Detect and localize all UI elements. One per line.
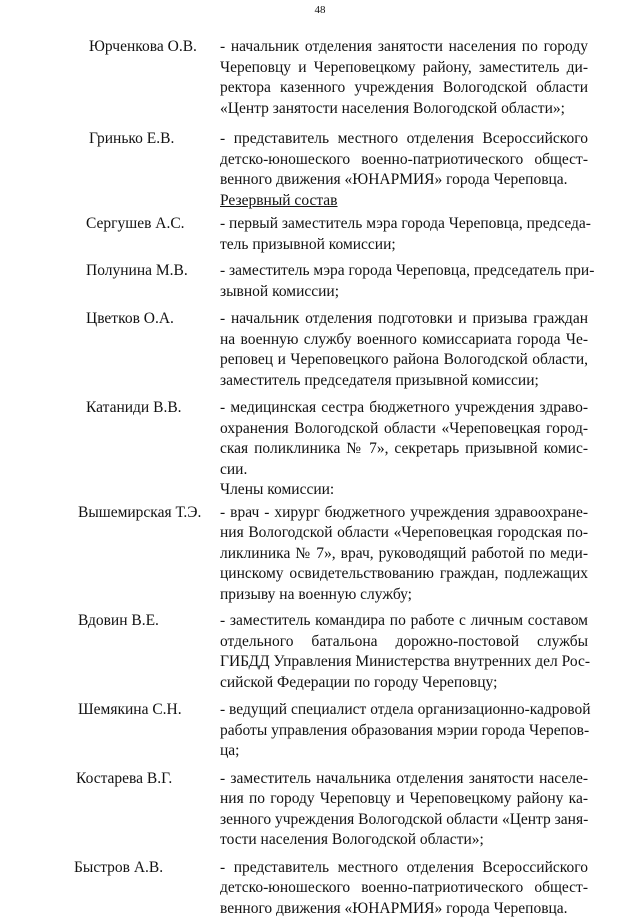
description-line: ния Вологодской области «Череповецкая городская по-	[220, 523, 588, 544]
member-name: Гринько Е.В.	[89, 129, 174, 150]
member-entry	[0, 129, 640, 191]
description-line: заместитель председателя призывной комиссии;	[220, 371, 588, 392]
member-entry	[0, 611, 640, 693]
description-line: сии.	[220, 460, 588, 481]
member-entry	[0, 261, 640, 302]
member-description	[220, 37, 588, 119]
member-description	[220, 398, 588, 480]
description-line: ликлиника № 7», врач, руководящий работой по меди-	[220, 544, 588, 565]
member-description	[220, 700, 588, 762]
description-line: - заместитель мэра города Череповца, председатель при-	[220, 261, 588, 282]
description-line: ская поликлиника № 7», секретарь призывной комис-	[220, 439, 588, 460]
description-line: - заместитель командира по работе с личным составом	[220, 611, 588, 632]
description-line: Череповцу и Череповецкому району, заместитель ди-	[220, 58, 588, 79]
description-line: ректора казенного учреждения Вологодской области	[220, 78, 588, 99]
description-line: - медицинская сестра бюджетного учреждения здраво-	[220, 398, 588, 419]
description-line: отдельного батальона дорожно-постовой службы	[220, 632, 588, 653]
description-line: - первый заместитель мэра города Череповца, председа-	[220, 214, 588, 235]
member-entry	[0, 700, 640, 762]
description-line: цинскому освидетельствованию граждан, подлежащих	[220, 564, 588, 585]
description-line: реповец и Череповецкого района Вологодской области,	[220, 350, 588, 371]
description-line: - начальник отделения подготовки и призыва граждан	[220, 309, 588, 330]
member-description	[220, 129, 588, 191]
description-line: на военную службу военного комиссариата города Че-	[220, 330, 588, 351]
description-line: охранения Вологодской области «Череповецкая город-	[220, 419, 588, 440]
commission-list	[0, 37, 640, 919]
description-line: тель призывной комиссии;	[220, 235, 588, 256]
description-line: тости населения Вологодской области»;	[220, 830, 588, 851]
description-line: венного движения «ЮНАРМИЯ» города Череповца.	[220, 170, 588, 191]
member-name: Полунина М.В.	[86, 261, 188, 282]
member-entry	[0, 503, 640, 606]
member-entry	[0, 858, 640, 919]
member-name: Костарева В.Г.	[76, 769, 172, 790]
description-line: зывной комиссии;	[220, 282, 588, 303]
description-line: - начальник отделения занятости населения по городу	[220, 37, 588, 58]
description-line: венного движения «ЮНАРМИЯ» города Череповца.	[220, 899, 588, 919]
description-line: «Центр занятости населения Вологодской области»;	[220, 99, 588, 120]
description-line: призыву на военную службу;	[220, 585, 588, 606]
description-line: - врач - хирург бюджетного учреждения здравоохране-	[220, 503, 588, 524]
member-description	[220, 611, 588, 693]
description-line: зенного учреждения Вологодской области «Центр заня-	[220, 810, 588, 831]
member-name: Шемякина С.Н.	[78, 700, 182, 721]
member-name: Цветков О.А.	[86, 309, 174, 330]
member-name: Сергушев А.С.	[86, 214, 185, 235]
member-name: Вышемирская Т.Э.	[78, 503, 201, 524]
description-line: сийской Федерации по городу Череповцу;	[220, 673, 588, 694]
members-heading: Члены комиссии:	[220, 480, 640, 501]
member-name: Вдовин В.Е.	[78, 611, 159, 632]
description-line: - ведущий специалист отдела организационно-кадровой	[220, 700, 588, 721]
description-line: детско-юношеского военно-патриотического общест-	[220, 150, 588, 171]
member-entry	[0, 214, 640, 255]
member-name: Юрченкова О.В.	[89, 37, 197, 58]
member-entry	[0, 37, 640, 119]
description-line: работы управления образования мэрии города Черепов-	[220, 721, 588, 742]
description-line: - заместитель начальника отделения занятости населе-	[220, 769, 588, 790]
page-number: 48	[0, 4, 640, 16]
description-line: ГИБДД Управления Министерства внутренних дел Рос-	[220, 652, 588, 673]
member-name: Быстров А.В.	[74, 858, 163, 879]
member-entry	[0, 398, 640, 480]
member-name: Катаниди В.В.	[86, 398, 182, 419]
description-line: ца;	[220, 741, 588, 762]
member-description	[220, 858, 588, 919]
reserve-heading: Резервный состав	[220, 191, 640, 212]
member-entry	[0, 309, 640, 391]
description-line: ния по городу Череповцу и Череповецкому району ка-	[220, 789, 588, 810]
member-description	[220, 261, 588, 302]
member-description	[220, 769, 588, 851]
description-line: - представитель местного отделения Всероссийского	[220, 129, 588, 150]
member-entry	[0, 769, 640, 851]
member-description	[220, 309, 588, 391]
member-description	[220, 503, 588, 606]
member-description	[220, 214, 588, 255]
description-line: - представитель местного отделения Всероссийского	[220, 858, 588, 879]
description-line: детско-юношеского военно-патриотического общест-	[220, 878, 588, 899]
